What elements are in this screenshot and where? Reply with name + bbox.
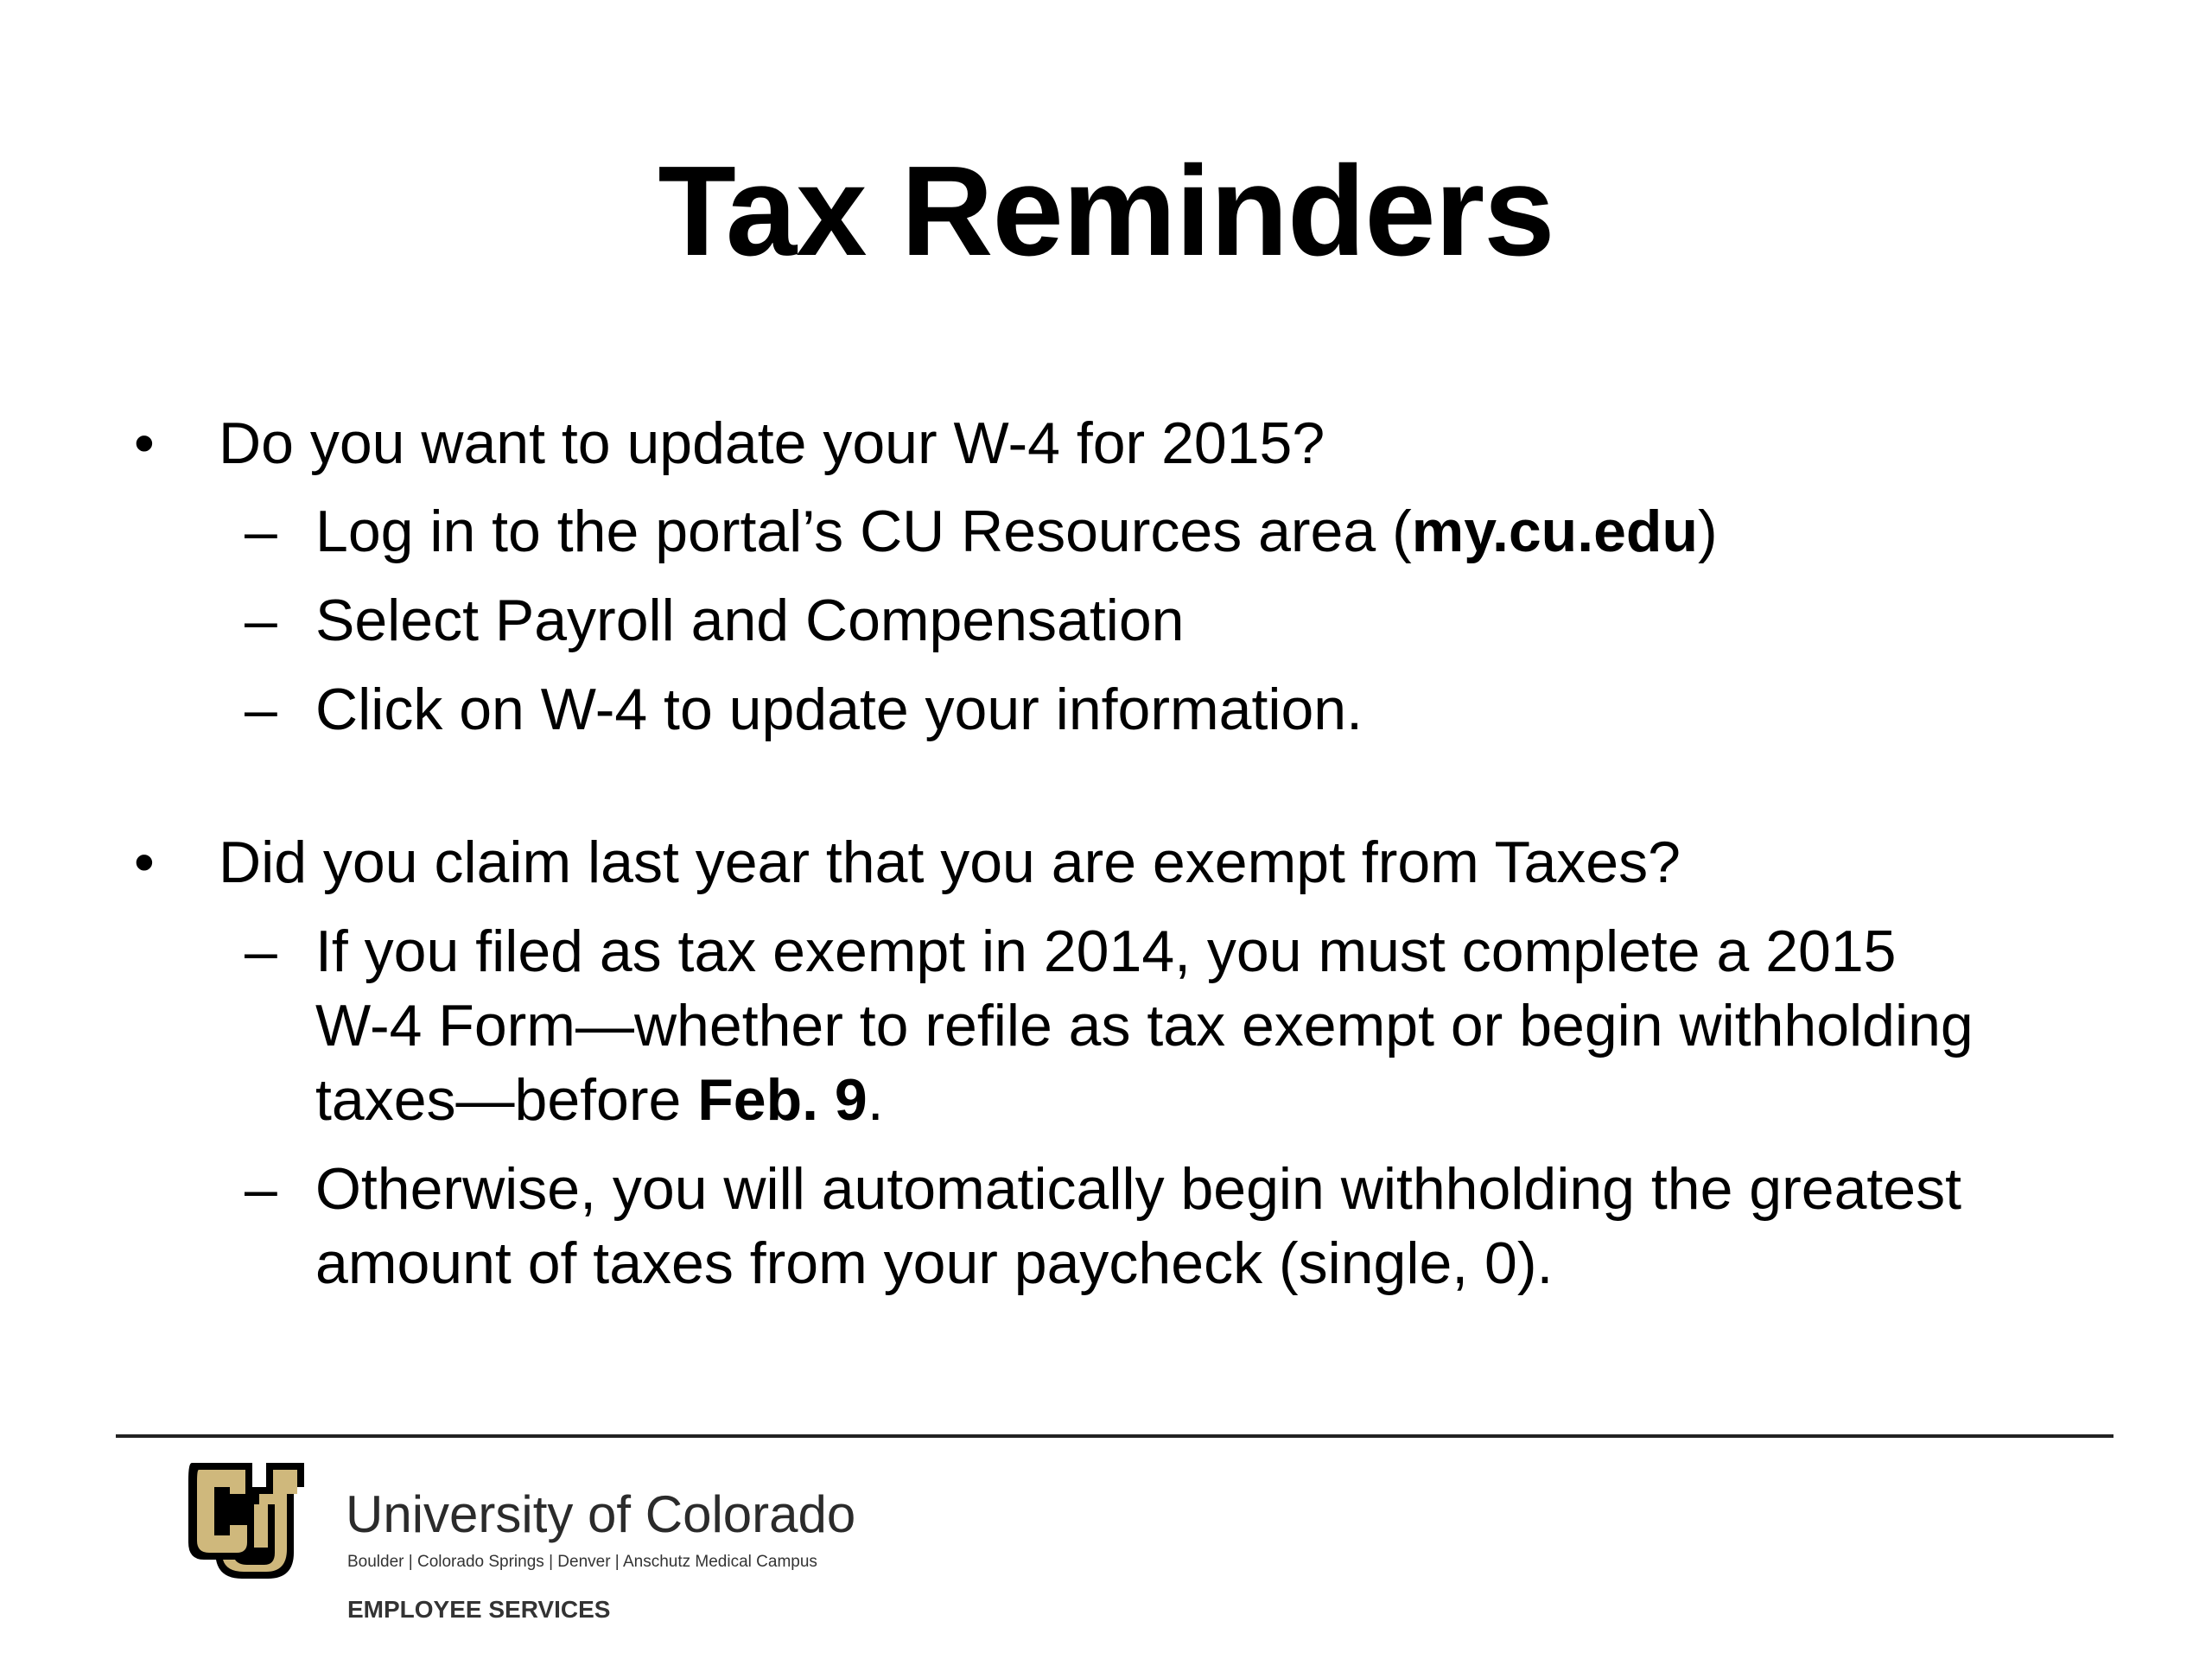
sub-bullet-text-line: amount of taxes from your paycheck (single, 0). xyxy=(315,1230,1554,1296)
cu-logo-icon xyxy=(181,1456,311,1590)
footer-divider xyxy=(116,1434,2113,1438)
sub-bullet-text-part: Log in to the portal’s CU Resources area ( xyxy=(315,499,1412,564)
sub-bullet-text-part: ) xyxy=(1698,499,1718,564)
org-name: University of Colorado xyxy=(346,1485,856,1543)
bullet-text: Do you want to update your W-4 for 2015? xyxy=(219,410,1325,476)
sub-bullet-marker: – xyxy=(245,918,277,984)
sub-bullet-marker: – xyxy=(245,1156,277,1222)
sub-bullet-text-line xyxy=(315,1063,884,1137)
sub-bullet-text xyxy=(315,494,1718,569)
campus-list: Boulder | Colorado Springs | Denver | Anschutz Medical Campus xyxy=(347,1553,817,1571)
portal-url: my.cu.edu xyxy=(1411,499,1699,564)
sub-bullet-text-part: . xyxy=(867,1067,884,1133)
sub-bullet-marker: – xyxy=(245,499,277,564)
sub-bullet-text: Click on W-4 to update your information. xyxy=(315,677,1363,742)
sub-bullet-text-line: W-4 Form—whether to refile as tax exempt or begin withholding xyxy=(315,993,1974,1058)
bullet-marker: • xyxy=(134,410,155,476)
sub-bullet-text-part: taxes—before xyxy=(315,1067,698,1133)
sub-bullet-text-line: If you filed as tax exempt in 2014, you must complete a 2015 xyxy=(315,918,1897,984)
sub-bullet-text: Select Payroll and Compensation xyxy=(315,588,1185,653)
sub-bullet-text-line: Otherwise, you will automatically begin withholding the greatest xyxy=(315,1156,1961,1222)
bullet-marker: • xyxy=(134,830,155,895)
bullet-text: Did you claim last year that you are exempt from Taxes? xyxy=(219,830,1681,895)
department-name: EMPLOYEE SERVICES xyxy=(347,1596,611,1623)
sub-bullet-marker: – xyxy=(245,588,277,653)
deadline-date: Feb. 9 xyxy=(697,1067,868,1133)
sub-bullet-marker: – xyxy=(245,677,277,742)
slide-title: Tax Reminders xyxy=(658,140,1554,283)
